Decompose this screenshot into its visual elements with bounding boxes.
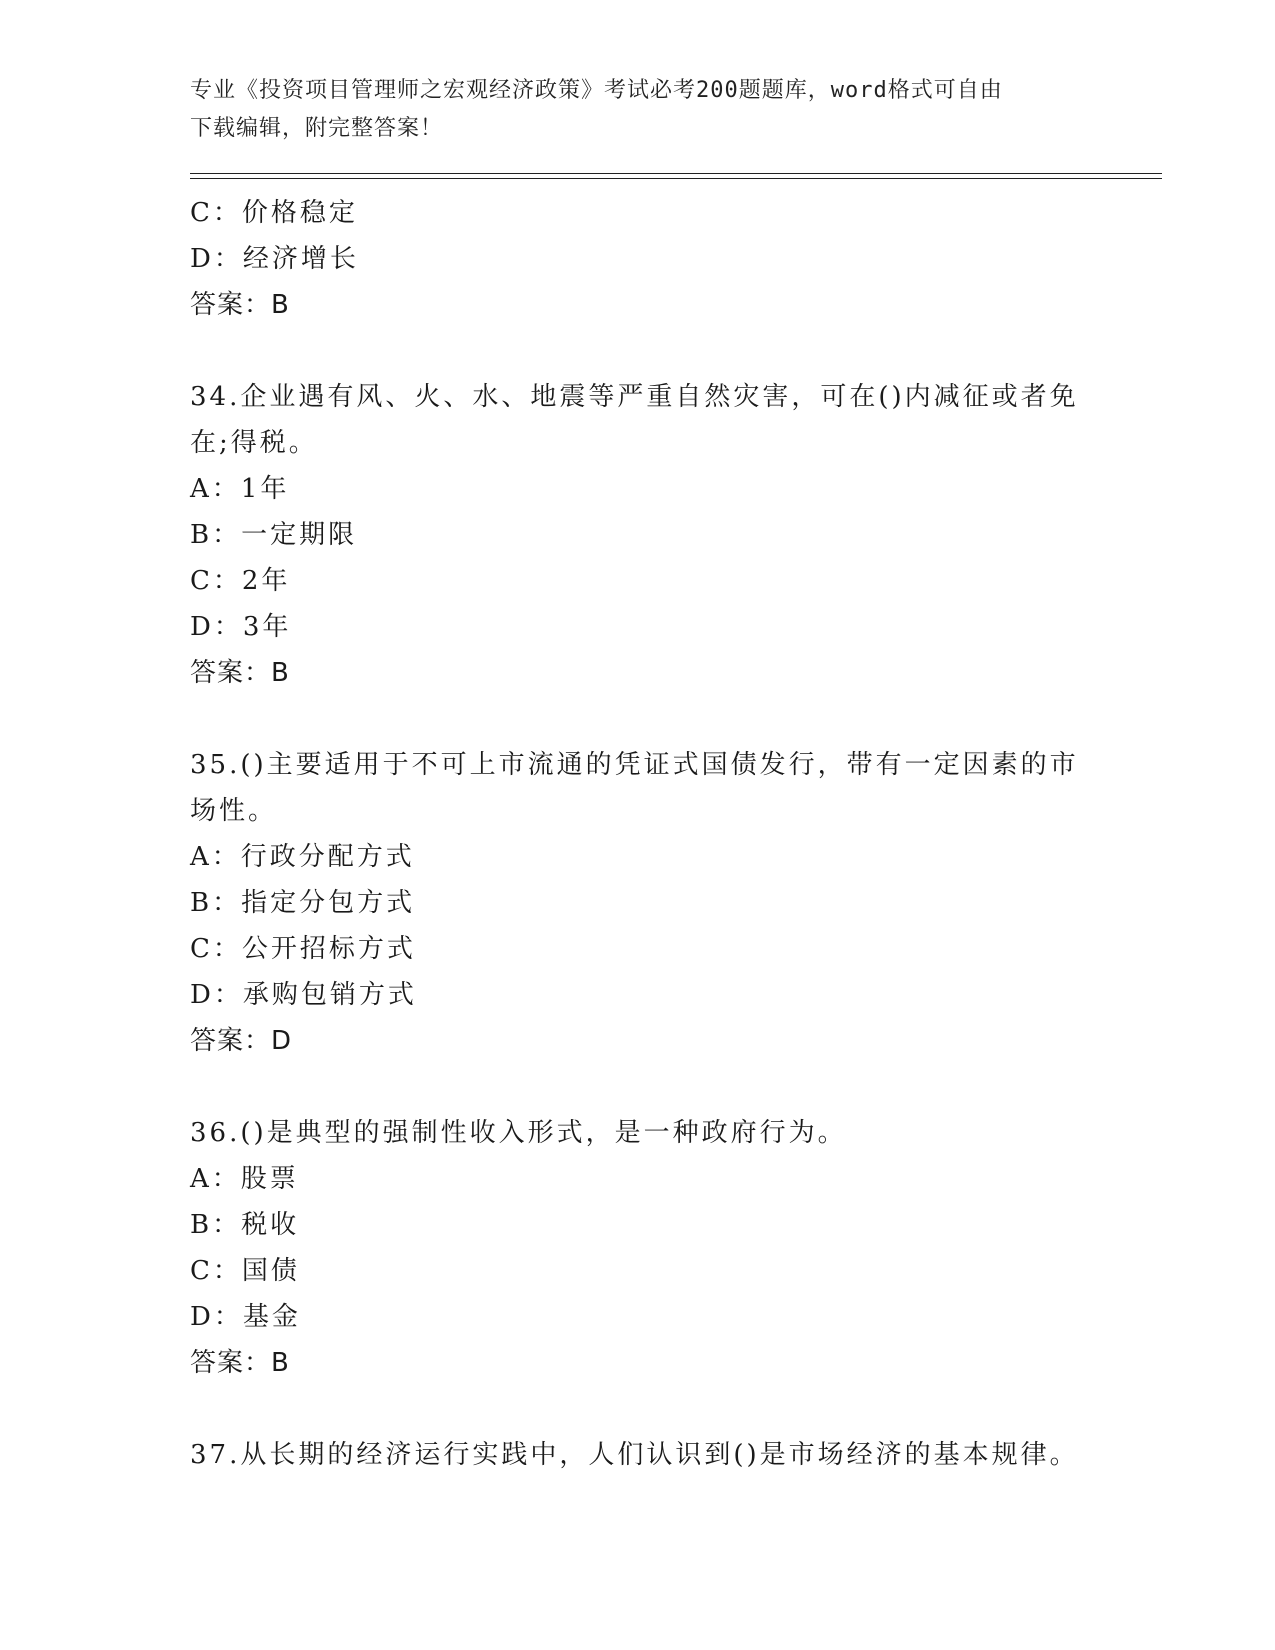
answer-option: C：2年 — [190, 566, 291, 596]
block-spacer — [190, 1386, 1090, 1432]
question-stem: 在;得税。 — [190, 428, 318, 458]
answer-option: D：经济增长 — [190, 244, 359, 274]
question-block — [190, 1110, 1090, 1386]
document-header — [190, 72, 1090, 148]
answer-key: 答案：B — [190, 290, 290, 320]
question-stem: 36.()是典型的强制性收入形式，是一种政府行为。 — [190, 1118, 847, 1148]
block-spacer — [190, 696, 1090, 742]
answer-option: B：税收 — [190, 1210, 300, 1240]
block-spacer — [190, 328, 1090, 374]
answer-option: B：指定分包方式 — [190, 888, 416, 918]
question-tail — [190, 190, 1090, 328]
answer-option: B：一定期限 — [190, 520, 358, 550]
answer-option: C：国债 — [190, 1256, 300, 1286]
answer-option: C：价格稳定 — [190, 198, 358, 228]
answer-key: 答案：B — [190, 658, 290, 688]
answer-key: 答案：D — [190, 1026, 293, 1056]
question-block — [190, 1432, 1090, 1478]
answer-option: D：3年 — [190, 612, 292, 642]
question-block — [190, 742, 1090, 1064]
question-list — [190, 190, 1090, 1478]
block-spacer — [190, 1064, 1090, 1110]
header-line-1: 专业《投资项目管理师之宏观经济政策》考试必考200题题库，word格式可自由 — [190, 78, 1003, 103]
answer-option: A：1年 — [190, 474, 290, 504]
answer-option: D：承购包销方式 — [190, 980, 417, 1010]
question-block — [190, 374, 1090, 696]
answer-option: D：基金 — [190, 1302, 301, 1332]
header-line-2: 下载编辑，附完整答案！ — [190, 116, 444, 141]
question-stem: 37.从长期的经济运行实践中，人们认识到()是市场经济的基本规律。 — [190, 1440, 1079, 1470]
question-stem: 场性。 — [190, 796, 278, 826]
question-stem: 35.()主要适用于不可上市流通的凭证式国债发行，带有一定因素的市 — [190, 750, 1079, 780]
header-divider-bottom — [190, 178, 1162, 179]
answer-key: 答案：B — [190, 1348, 290, 1378]
header-divider-top — [190, 173, 1162, 174]
answer-option: C：公开招标方式 — [190, 934, 416, 964]
question-stem: 34.企业遇有风、火、水、地震等严重自然灾害，可在()内减征或者免 — [190, 382, 1079, 412]
answer-option: A：股票 — [190, 1164, 299, 1194]
answer-option: A：行政分配方式 — [190, 842, 415, 872]
